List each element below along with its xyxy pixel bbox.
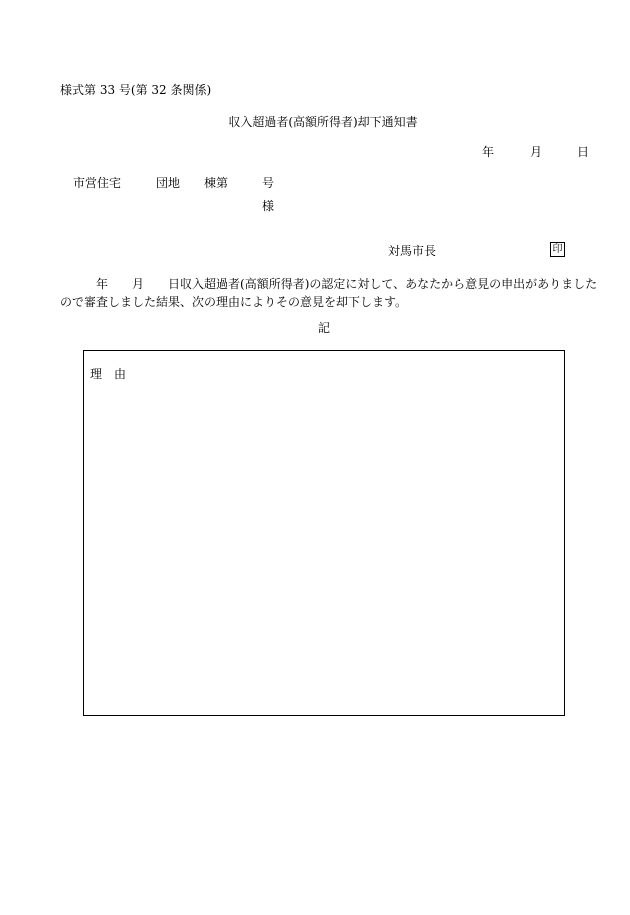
date-day-label: 日	[577, 145, 590, 159]
body-year-label: 年	[96, 277, 109, 291]
address-building-label: 棟第	[204, 176, 229, 190]
body-line-1-rest: 日収入超過者(高額所得者)の認定に対して、あなたから意見の申出がありました	[168, 277, 598, 291]
addressee-honorific: 様	[262, 199, 275, 213]
issuer-name: 対馬市長	[388, 244, 437, 258]
date-year-label: 年	[482, 145, 495, 159]
address-danchi-label: 団地	[156, 176, 181, 190]
body-month-label: 月	[132, 277, 145, 291]
document-title: 収入超過者(高額所得者)却下通知書	[228, 115, 418, 129]
form-number: 様式第 33 号(第 32 条関係)	[60, 83, 212, 97]
address-housing-label: 市営住宅	[73, 176, 122, 190]
body-line-1	[60, 275, 598, 293]
reason-label: 理 由	[90, 367, 127, 381]
body-text	[60, 275, 598, 311]
body-line-2: ので審査しました結果、次の理由によりその意見を却下します。	[60, 295, 408, 309]
reason-box	[83, 350, 565, 716]
date-month-label: 月	[530, 145, 543, 159]
address-number-label: 号	[262, 176, 275, 190]
ki-heading: 記	[317, 321, 330, 335]
seal-stamp-box: 印	[550, 242, 565, 257]
